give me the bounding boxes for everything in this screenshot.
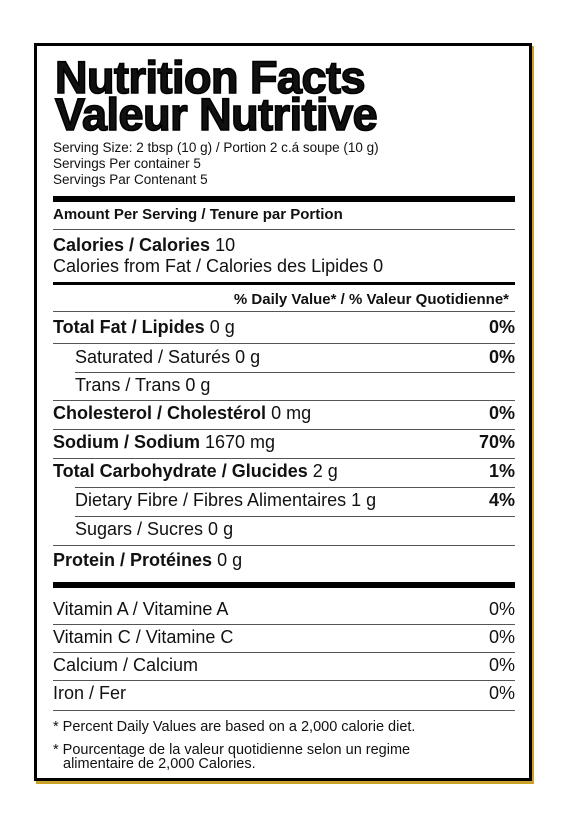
nutrient-amount: 2 g: [312, 461, 338, 481]
nutrition-facts-label: [34, 43, 532, 781]
nutrient-label: Cholesterol / Cholestérol: [53, 403, 267, 423]
nutrient-label: Total Fat / Lipides: [53, 317, 205, 337]
vitamin-percent: 0%: [488, 599, 515, 619]
title-french: Valeur Nutritive: [55, 89, 378, 140]
footnote-french-line2: alimentaire de 2,000 Calories.: [63, 756, 256, 772]
label-content: [53, 46, 515, 778]
divider: [75, 516, 515, 517]
divider: [53, 545, 515, 546]
vitamin-percent: 0%: [488, 627, 515, 647]
footnote-french-line1: * Pourcentage de la valeur quotidienne selon un regime: [53, 742, 411, 758]
vitamin-label: Calcium / Calcium: [53, 655, 199, 675]
nutrient-label: Total Carbohydrate / Glucides: [53, 461, 308, 481]
title-english: Nutrition Facts: [55, 52, 366, 103]
divider: [53, 624, 515, 625]
divider: [53, 311, 515, 312]
nutrient-percent: 1%: [488, 461, 515, 481]
divider: [53, 652, 515, 653]
divider: [53, 400, 515, 401]
nutrient-label: Protein / Protéines: [53, 550, 213, 570]
nutrient-percent: 4%: [488, 490, 515, 510]
nutrient-label: Sugars / Sucres 0 g: [75, 519, 234, 539]
vitamin-label: Iron / Fer: [53, 683, 127, 703]
thick-divider: [53, 582, 515, 588]
calories-value: 10: [215, 235, 236, 255]
divider: [53, 343, 515, 344]
serving-info: [53, 140, 379, 188]
nutrient-label: Dietary Fibre / Fibres Alimentaires 1 g: [75, 490, 377, 510]
divider: [53, 680, 515, 681]
footnote-french: [53, 743, 410, 771]
vitamin-percent: 0%: [488, 683, 515, 703]
nutrient-amount: 0 mg: [271, 403, 312, 423]
nutrient-label: Trans / Trans 0 g: [75, 375, 211, 395]
medium-divider: [53, 282, 515, 285]
thick-divider: [53, 196, 515, 202]
nutrient-percent: 0%: [488, 317, 515, 337]
vitamin-label: Vitamin C / Vitamine C: [53, 627, 234, 647]
nutrient-amount: 0 g: [217, 550, 243, 570]
divider: [53, 429, 515, 430]
vitamin-label: Vitamin A / Vitamine A: [53, 599, 229, 619]
servings-per-container-en: Servings Per container 5: [53, 156, 201, 171]
calories-label: Calories / Calories: [53, 235, 211, 255]
daily-value-header: % Daily Value* / % Valeur Quotidienne*: [233, 291, 509, 308]
nutrient-amount: 0 g: [209, 317, 235, 337]
nutrient-percent: 0%: [488, 403, 515, 423]
divider: [53, 458, 515, 459]
amount-per-serving-header: Amount Per Serving / Tenure par Portion: [53, 206, 343, 223]
servings-per-container-fr: Servings Par Contenant 5: [53, 172, 208, 187]
divider: [53, 229, 515, 230]
calories-from-fat: Calories from Fat / Calories des Lipides 0: [53, 256, 384, 276]
nutrient-percent: 0%: [488, 347, 515, 367]
nutrient-percent: 70%: [478, 432, 515, 452]
nutrient-label: Sodium / Sodium: [53, 432, 200, 452]
nutrient-label: Saturated / Saturés 0 g: [75, 347, 261, 367]
vitamin-percent: 0%: [488, 655, 515, 675]
serving-size: Serving Size: 2 tbsp (10 g) / Portion 2 c.á soupe (10 g): [53, 140, 379, 155]
footnote-english: * Percent Daily Values are based on a 2,000 calorie diet.: [53, 719, 416, 735]
nutrient-amount: 1670 mg: [205, 432, 276, 452]
divider: [53, 710, 515, 711]
divider: [75, 487, 515, 488]
divider: [75, 372, 515, 373]
